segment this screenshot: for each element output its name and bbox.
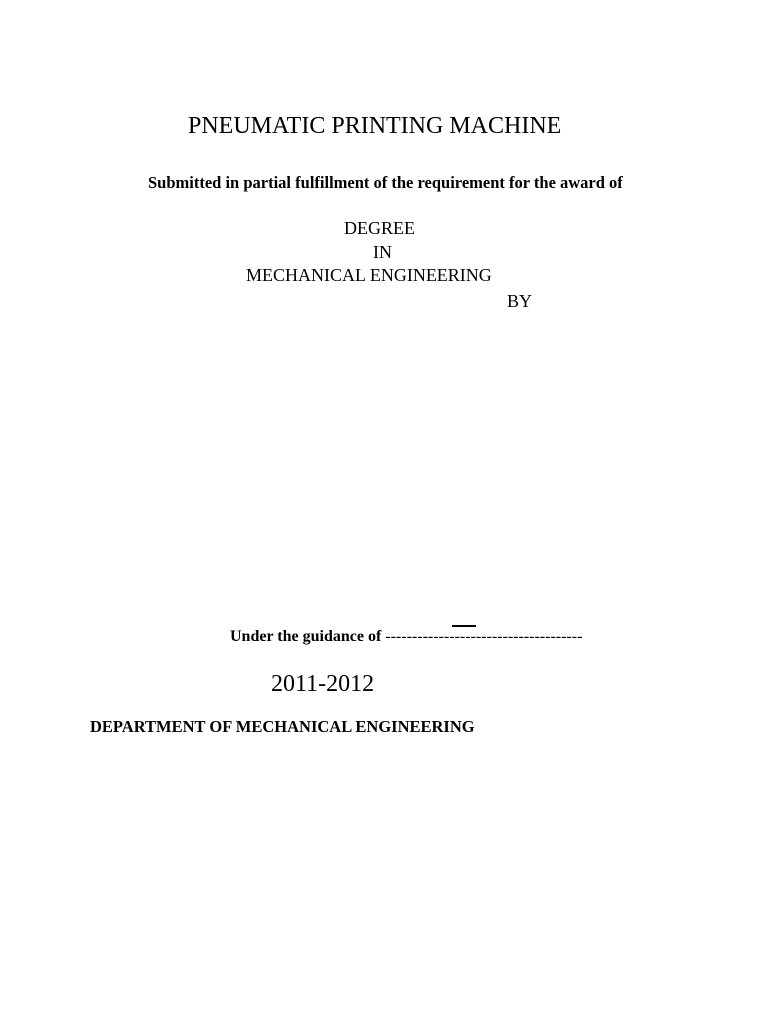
guidance-blank: ------------------------------------- [385, 628, 583, 645]
guidance-line [230, 628, 582, 646]
in-label: IN [373, 242, 392, 262]
document-title: PNEUMATIC PRINTING MACHINE [188, 113, 562, 139]
degree-label: DEGREE [344, 218, 415, 238]
guidance-label: Under the guidance of [230, 628, 382, 645]
name-underline [452, 625, 476, 627]
academic-year: 2011-2012 [271, 671, 375, 697]
by-label: BY [507, 291, 533, 311]
branch-label: MECHANICAL ENGINEERING [246, 265, 492, 285]
department-name: DEPARTMENT OF MECHANICAL ENGINEERING [90, 717, 475, 736]
submission-statement: Submitted in partial fulfillment of the requirement for the award of [148, 173, 623, 192]
